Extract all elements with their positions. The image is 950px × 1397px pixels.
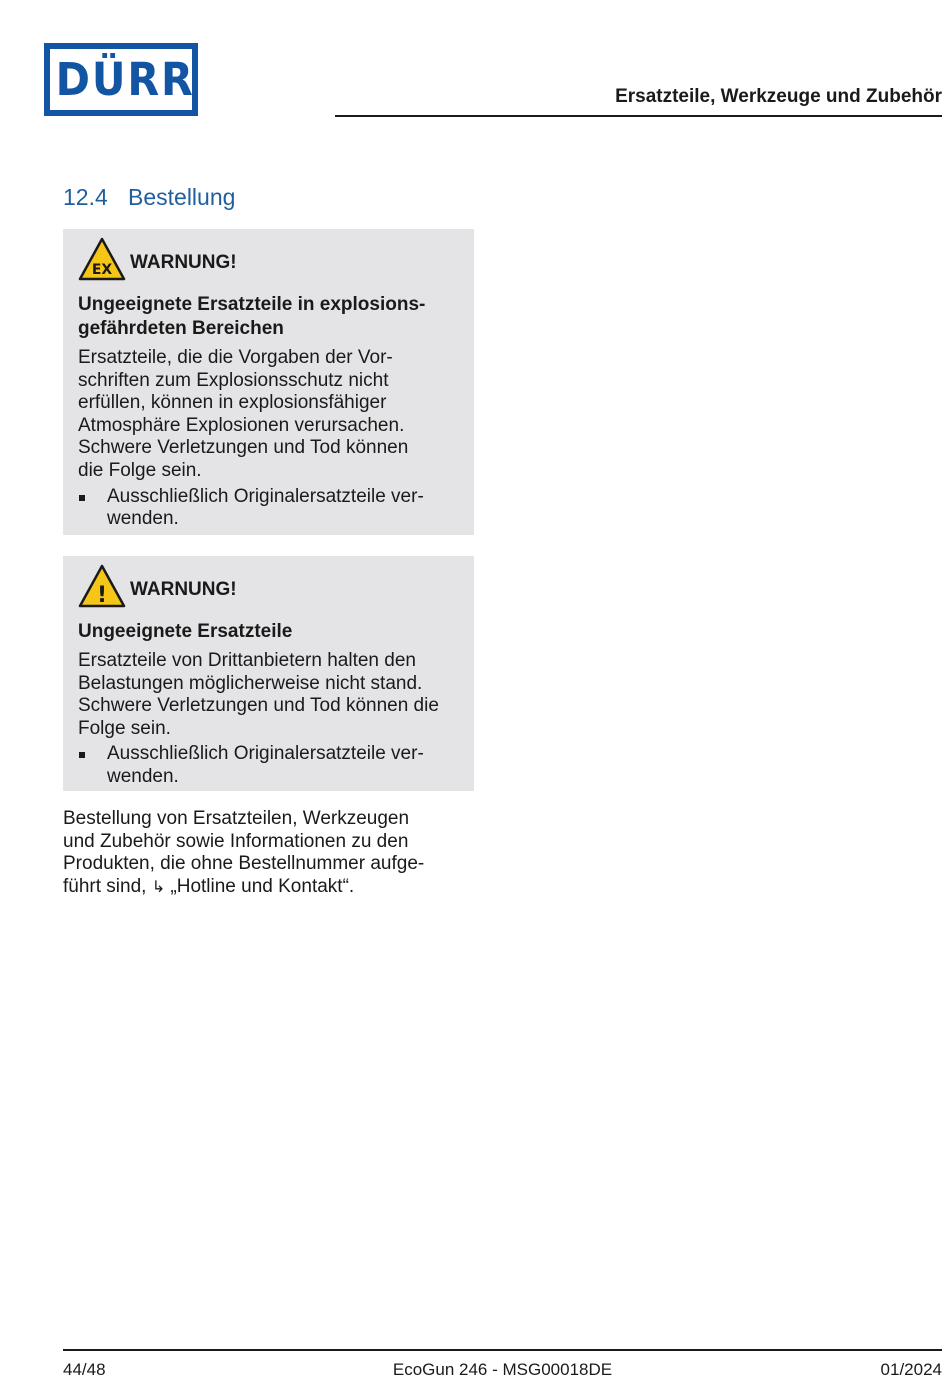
warning-instruction-line: wenden. [107, 508, 179, 530]
ordering-paragraph [63, 808, 473, 898]
section-heading [63, 184, 235, 211]
svg-text:!: ! [96, 583, 108, 608]
warning-label: WARNUNG! [130, 252, 237, 273]
section-number: 12.4 [63, 184, 108, 210]
header-title: Ersatzteile, Werkzeuge und Zubehör [615, 86, 942, 107]
warning-body-line: Folge sein. [78, 717, 171, 739]
warning-title-line: gefährdeten Bereichen [78, 318, 284, 339]
cross-reference-arrow-icon: ↳ [151, 876, 166, 896]
hotline-contact-link[interactable]: „Hotline und Kontakt“. [170, 875, 355, 897]
warning-instruction [78, 486, 468, 531]
warning-title [78, 620, 468, 644]
warning-header [78, 564, 468, 610]
warning-body-line: Ersatzteile von Drittanbietern halten den [78, 650, 416, 671]
bullet-square-icon [79, 752, 85, 758]
duerr-logo [44, 43, 198, 116]
paragraph-line: Produkten, die ohne Bestellnummer aufge- [63, 853, 425, 875]
warning-box-explosion [63, 229, 474, 535]
warning-body-line: die Folge sein. [78, 459, 202, 481]
warning-instruction-line: wenden. [107, 765, 179, 787]
exclamation-warning-icon [78, 564, 126, 608]
section-title: Bestellung [128, 184, 236, 210]
warning-body-line: Atmosphäre Explosionen verursachen. [78, 414, 405, 436]
warning-body-line: Belastungen möglicherweise nicht stand. [78, 672, 423, 694]
document-id: EcoGun 246 - MSG00018DE [392, 1360, 613, 1379]
warning-body [78, 347, 468, 483]
logo-text: DÜRR [55, 53, 195, 106]
warning-label: WARNUNG! [130, 579, 237, 600]
paragraph-text: führt sind, [63, 875, 152, 897]
svg-text:EX: EX [91, 262, 113, 278]
warning-instruction-line: Ausschließlich Originalersatzteile ver- [107, 485, 424, 507]
explosion-warning-icon [78, 237, 126, 281]
warning-body-line: Ersatzteile, die die Vorgaben der Vor- [78, 347, 393, 368]
warning-body-line: schriften zum Explosionsschutz nicht [78, 369, 389, 391]
warning-header [78, 237, 468, 283]
warning-title-line: Ungeeignete Ersatzteile in explosions- [78, 294, 426, 315]
warning-title [78, 293, 468, 341]
header-divider [335, 115, 942, 117]
paragraph-line-last [63, 876, 473, 899]
warning-instruction-line: Ausschließlich Originalersatzteile ver- [107, 743, 424, 765]
warning-instruction [78, 743, 468, 788]
page-number: 44/48 [63, 1360, 106, 1379]
warning-box-parts [63, 556, 474, 791]
warning-body-line: erfüllen, können in explosionsfähiger [78, 392, 387, 414]
warning-body-line: Schwere Verletzungen und Tod können die [78, 695, 439, 717]
warning-body [78, 650, 468, 740]
bullet-square-icon [79, 495, 85, 501]
document-date: 01/2024 [880, 1360, 942, 1379]
warning-title-line: Ungeeignete Ersatzteile [78, 621, 293, 642]
paragraph-line: Bestellung von Ersatzteilen, Werkzeugen [63, 808, 410, 829]
footer-divider [63, 1349, 942, 1351]
warning-body-line: Schwere Verletzungen und Tod können [78, 437, 409, 459]
paragraph-line: und Zubehör sowie Informationen zu den [63, 830, 409, 852]
